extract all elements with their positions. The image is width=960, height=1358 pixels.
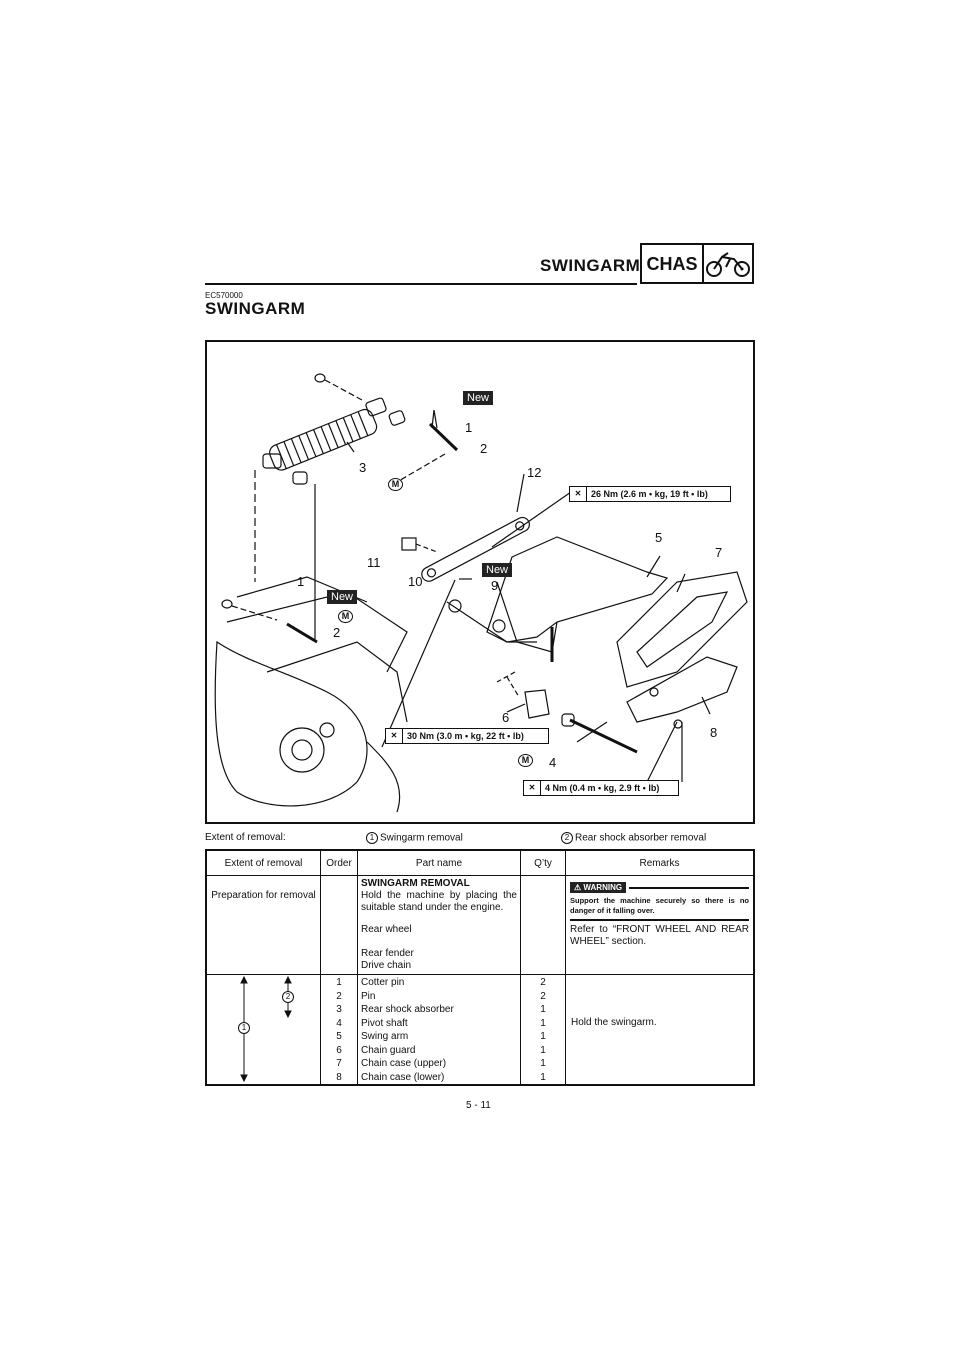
extent-item-2: 2 Rear shock absorber removal [561,832,706,844]
removal-table [205,849,755,1086]
part-7: Chain case (upper) [361,1058,447,1069]
range-arrows [207,975,318,1083]
order-2: 2 [336,990,342,1002]
page-number: 5 - 11 [466,1100,491,1111]
new-badge-upper: New [463,391,493,405]
torque-wrench-icon: ✕ [524,781,541,795]
extent-item-2-number: 2 [561,832,573,844]
warning-badge: ⚠ WARNING [570,882,626,893]
qty-7: 1 [540,1058,546,1069]
prep-instructions: Hold the machine by placing the suitable stand under the engine. [361,890,517,913]
part-1: Cotter pin [361,977,405,988]
qty-column [521,975,566,1086]
col-remarks: Remarks [566,850,755,876]
torque-spec-30nm: ✕ 30 Nm (3.0 m • kg, 22 ft • lb) [385,728,549,744]
qty-4: 1 [540,1017,546,1029]
order-4: 4 [336,1017,342,1029]
order-6: 6 [336,1044,342,1056]
callout-3: 3 [359,460,367,475]
new-badge-middle: New [482,563,512,577]
grease-mark-pivot: M [518,754,533,767]
torque-wrench-icon: ✕ [570,487,587,501]
warning-text: Support the machine securely so there is no danger of it falling over. [570,896,749,915]
remark-refer: Refer to “FRONT WHEEL AND REAR WHEEL” section. [570,924,749,947]
prep-item-drive-chain: Drive chain [361,960,412,971]
range-1-marker: 1 [238,1022,250,1034]
table-row-preparation [206,876,754,975]
warning-header [570,882,749,893]
part-2: Pin [361,990,376,1002]
section-title: SWINGARM [205,299,306,318]
header-rule [205,283,637,285]
part-3: Rear shock absorber [361,1004,454,1015]
part-4: Pivot shaft [361,1017,408,1029]
callout-10: 10 [408,574,423,589]
table-row-parts [206,975,754,1086]
order-3: 3 [336,1004,342,1015]
callout-5: 5 [655,530,663,545]
diagram-drawing [207,342,755,824]
col-extent: Extent of removal [206,850,321,876]
remark-hold: Hold the swingarm. [566,975,755,1086]
section-heading: SWINGARM REMOVAL [361,878,470,889]
prep-item-rear-wheel: Rear wheel [361,924,412,935]
qty-1: 2 [540,977,546,988]
qty-6: 1 [540,1044,546,1056]
extent-label: Extent of removal: [205,832,286,843]
qty-5: 1 [540,1031,546,1042]
new-badge-lower: New [327,590,357,604]
callout-4: 4 [549,755,557,770]
col-qty: Q’ty [521,850,566,876]
qty-8: 1 [540,1071,546,1083]
prep-item-rear-fender: Rear fender [361,948,414,959]
prep-label: Preparation for removal [211,890,316,901]
grease-mark-upper: M [388,478,403,491]
torque-spec-26nm: ✕ 26 Nm (2.6 m • kg, 19 ft • lb) [569,486,731,502]
table-header-row [206,850,754,876]
order-7: 7 [336,1058,342,1069]
callout-7: 7 [715,545,723,560]
callout-1-lower: 1 [297,574,305,589]
callout-1-upper: 1 [465,420,473,435]
chapter-badge-label: CHAS [642,245,704,282]
part-name-column [358,975,521,1086]
prep-remarks-cell [566,876,755,975]
range-2-marker: 2 [282,991,294,1003]
exploded-view-diagram [205,340,755,824]
part-5: Swing arm [361,1031,409,1042]
torque-wrench-icon: ✕ [386,729,403,743]
part-8: Chain case (lower) [361,1071,445,1083]
section-code: EC570000 [205,291,243,300]
order-8: 8 [336,1071,342,1083]
callout-2-lower: 2 [333,625,341,640]
col-part-name: Part name [358,850,521,876]
col-order: Order [321,850,358,876]
motorcycle-icon [704,245,752,282]
prep-parts-cell [358,876,521,975]
callout-9: 9 [491,578,499,593]
grease-mark-lower: M [338,610,353,623]
callout-6: 6 [502,710,510,725]
extent-item-1: 1 Swingarm removal [366,832,463,844]
extent-item-1-number: 1 [366,832,378,844]
torque-spec-4nm: ✕ 4 Nm (0.4 m • kg, 2.9 ft • lb) [523,780,679,796]
order-1: 1 [336,977,342,988]
callout-12: 12 [527,465,542,480]
order-5: 5 [336,1031,342,1042]
chapter-badge [640,243,754,284]
order-column [321,975,358,1086]
callout-8: 8 [710,725,718,740]
qty-3: 1 [540,1004,546,1015]
callout-11: 11 [367,555,381,570]
range-indicator-cell [206,975,321,1086]
header-title: SWINGARM [540,256,641,275]
part-6: Chain guard [361,1044,416,1056]
qty-2: 2 [540,990,546,1002]
callout-2-upper: 2 [480,441,488,456]
